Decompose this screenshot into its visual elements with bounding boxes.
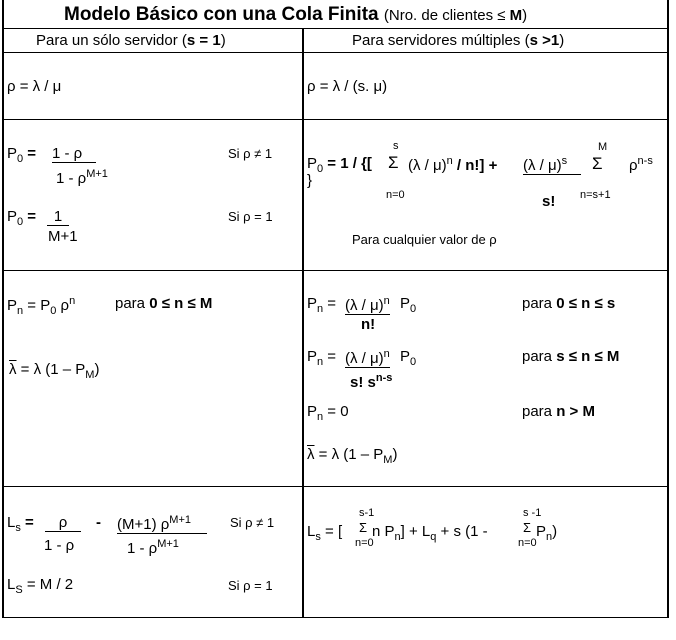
sum-upper: M xyxy=(598,141,608,153)
formula-token: L xyxy=(307,523,316,540)
row-divider xyxy=(2,28,669,29)
formula-token: P xyxy=(7,145,18,162)
sigma-icon: Σ xyxy=(592,154,603,173)
sum-upper: s-1 xyxy=(359,507,375,519)
pn-zero xyxy=(307,404,349,423)
formula-token-sub: n xyxy=(317,411,324,423)
p0-lhs xyxy=(7,209,36,228)
p0-multi-mid xyxy=(408,156,497,174)
formula-token: (λ / μ) xyxy=(408,157,447,174)
formula-token: 1 xyxy=(53,208,63,225)
formula-token-b: 0 ≤ n ≤ M xyxy=(149,295,213,312)
formula-token: P xyxy=(400,295,411,312)
formula-token-sub: n xyxy=(317,356,324,368)
formula-token: (λ / μ) xyxy=(523,157,562,174)
formula-token: + s (1 - xyxy=(436,523,488,540)
formula-token-sub: 0 xyxy=(317,163,324,175)
formula-token: P xyxy=(7,208,18,225)
column-divider xyxy=(302,28,304,618)
ls-m-half xyxy=(7,577,73,596)
formula-token: = xyxy=(323,348,337,365)
fraction-denominator: s! xyxy=(542,193,556,210)
header-multi-server xyxy=(352,33,564,49)
formula-token: P xyxy=(307,348,318,365)
formula-token-sup: n xyxy=(69,295,76,307)
minus: - xyxy=(96,514,101,531)
row-divider xyxy=(2,270,669,271)
row-divider xyxy=(2,52,669,53)
formula-token-b: = xyxy=(23,145,37,162)
formula-token: ) xyxy=(559,32,565,49)
formula-token-sup: s xyxy=(561,155,568,167)
condition: Si ρ = 1 xyxy=(228,209,273,224)
p0-denominator xyxy=(56,169,108,187)
formula-token-sub: n xyxy=(17,305,24,317)
formula-token-sub: 0 xyxy=(50,305,57,317)
formula-token: = λ (1 – P xyxy=(314,446,384,463)
fraction-numerator: ρ xyxy=(45,515,81,532)
formula-token-b: n > M xyxy=(556,403,595,420)
condition: Si ρ ≠ 1 xyxy=(228,146,273,161)
formula-token: = [ xyxy=(320,523,343,540)
formula-token: ρ xyxy=(56,297,70,314)
formula-token: ] + L xyxy=(400,523,431,540)
formula-token: = M / 2 xyxy=(22,576,74,593)
formula-token: ) xyxy=(552,523,558,540)
fraction-numerator xyxy=(345,296,390,315)
formula-token: = xyxy=(323,295,337,312)
condition xyxy=(522,404,595,420)
formula-token-sup: M+1 xyxy=(169,514,192,526)
formula-token: L xyxy=(7,514,16,531)
formula-token: = 0 xyxy=(323,403,349,420)
title-paren-close: ) xyxy=(522,7,528,24)
pn-single xyxy=(7,296,75,317)
p0-numerator xyxy=(47,209,69,226)
formula-token: Para servidores múltiples ( xyxy=(352,32,530,49)
table-title xyxy=(64,4,527,27)
sum-lower: n=0 xyxy=(386,189,405,201)
sum-upper: s -1 xyxy=(523,507,542,519)
fraction-numerator xyxy=(523,156,581,175)
formula-token-b: s ≤ n ≤ M xyxy=(556,348,620,365)
lambda-bar: $\overline{\lambda}$ xyxy=(9,361,17,378)
formula-token: P xyxy=(307,403,318,420)
p0-numerator xyxy=(52,146,96,163)
formula-token: ρ = λ / (s. μ) xyxy=(307,78,388,95)
fraction-denominator: n! xyxy=(361,316,376,333)
formula-token: 1 - ρ xyxy=(52,145,83,162)
sum-lower: n=0 xyxy=(518,537,537,549)
formula-token-b: 0 ≤ n ≤ s xyxy=(556,295,616,312)
formula-token-sub: 0 xyxy=(17,153,24,165)
formula-token-sub: M xyxy=(383,454,393,466)
formula-token: P xyxy=(7,297,18,314)
formula-token-sup: n-s xyxy=(637,155,653,167)
formula-token: M+1 xyxy=(48,228,78,245)
formula-token-sub: q xyxy=(430,531,437,543)
formula-token: Para un sólo servidor ( xyxy=(36,32,187,49)
ls-multi-a xyxy=(307,524,342,543)
formula-token-sub: M xyxy=(85,369,95,381)
pn-lhs xyxy=(307,349,336,368)
condition xyxy=(522,296,615,312)
formula-token-sub: n xyxy=(546,531,553,543)
p0-factor xyxy=(400,296,416,315)
condition: Si ρ ≠ 1 xyxy=(230,515,275,530)
header-single-server xyxy=(36,33,226,49)
formula-token: (λ / μ) xyxy=(345,297,384,314)
lambda-rhs xyxy=(16,361,100,381)
formula-token-b: s >1 xyxy=(529,32,560,49)
formula-token: P xyxy=(400,348,411,365)
formula-token: ρ xyxy=(629,157,638,174)
formula-token-sup: n xyxy=(383,295,390,307)
formula-token: = λ (1 – P xyxy=(16,361,86,378)
sigma-icon: Σ xyxy=(388,153,399,172)
rho-single xyxy=(7,79,61,95)
formula-token-sup: M+1 xyxy=(157,538,179,550)
formula-token-sub: 0 xyxy=(410,303,417,315)
row-divider xyxy=(2,119,669,120)
fraction-numerator xyxy=(117,515,207,534)
formula-token: para xyxy=(115,295,150,312)
formula-token: ) xyxy=(392,446,398,463)
formula-token-b: = xyxy=(20,514,34,531)
fraction-denominator: 1 - ρ xyxy=(44,537,75,554)
sigma-icon: Σ xyxy=(523,520,532,535)
row-divider xyxy=(2,617,669,618)
title-main: Modelo Básico con una Cola Finita xyxy=(64,4,379,25)
title-m: M xyxy=(509,7,523,24)
ls-multi-b xyxy=(372,524,488,543)
p0-multi-lhs xyxy=(307,156,372,175)
formula-token: ) xyxy=(220,32,226,49)
title-paren: (Nro. de clientes ≤ xyxy=(383,7,510,24)
lambda-rhs xyxy=(314,446,398,466)
formula-token: P xyxy=(536,523,547,540)
formula-token: ) xyxy=(94,361,100,378)
effective-lambda xyxy=(307,447,397,466)
border-right xyxy=(667,0,669,618)
formula-token: para xyxy=(522,295,557,312)
formula-token-sup: n xyxy=(383,348,390,360)
formula-token-sub: s xyxy=(15,522,21,534)
formula-token-sub: n xyxy=(394,531,401,543)
sigma-icon: Σ xyxy=(359,520,368,535)
formula-token-b: = xyxy=(23,208,37,225)
fraction-denominator xyxy=(350,373,392,391)
formula-token: (λ / μ) xyxy=(345,350,384,367)
formula-token: = P xyxy=(23,297,51,314)
formula-token: para xyxy=(522,348,557,365)
formula-token-sub: 0 xyxy=(410,356,417,368)
p0-multi-tail xyxy=(629,156,653,174)
fraction-numerator xyxy=(345,349,390,368)
p0-lhs xyxy=(7,146,36,165)
formula-token: 1 - ρ xyxy=(127,540,158,557)
formula-token: 1 - ρ xyxy=(56,170,87,187)
p0-denominator xyxy=(48,229,78,245)
rho-multi xyxy=(307,79,387,95)
formula-token-sub: S xyxy=(15,584,23,596)
sum-lower: n=s+1 xyxy=(580,189,611,201)
formula-token-b: / n!] + xyxy=(452,157,498,174)
formula-token: ρ = λ / μ xyxy=(7,78,62,95)
formula-token: s! s xyxy=(350,374,376,391)
formula-token-sub: s xyxy=(315,531,321,543)
formula-token: (M+1) ρ xyxy=(117,516,170,533)
row-divider xyxy=(2,486,669,487)
ls-lhs xyxy=(7,515,34,534)
formula-token-b: s = 1 xyxy=(186,32,221,49)
formula-token-sub: 0 xyxy=(17,216,24,228)
sum-lower: n=0 xyxy=(355,537,374,549)
formula-token: L xyxy=(7,576,16,593)
border-left xyxy=(2,0,4,618)
ls-multi-c xyxy=(536,524,557,543)
formula-token: para xyxy=(522,403,557,420)
formula-token: P xyxy=(307,155,318,172)
formula-token-sup: n-s xyxy=(375,372,393,384)
formula-token-b: = 1 / {[ xyxy=(323,155,372,172)
effective-lambda xyxy=(9,362,99,381)
formula-token: n P xyxy=(372,523,395,540)
formula-token-sup: M+1 xyxy=(86,168,108,180)
formula-token-sup: n xyxy=(446,155,453,167)
lambda-bar: $\overline{\lambda}$ xyxy=(307,446,315,463)
condition xyxy=(115,296,212,312)
formula-token-sub: n xyxy=(317,303,324,315)
formula-token: P xyxy=(307,295,318,312)
note: Para cualquier valor de ρ xyxy=(352,232,497,247)
fraction-denominator xyxy=(127,539,179,557)
p0-factor xyxy=(400,349,416,368)
pn-lhs xyxy=(307,296,336,315)
closing-brace: } xyxy=(307,172,313,189)
sum-upper: s xyxy=(393,140,399,152)
condition: Si ρ = 1 xyxy=(228,578,273,593)
condition xyxy=(522,349,619,365)
